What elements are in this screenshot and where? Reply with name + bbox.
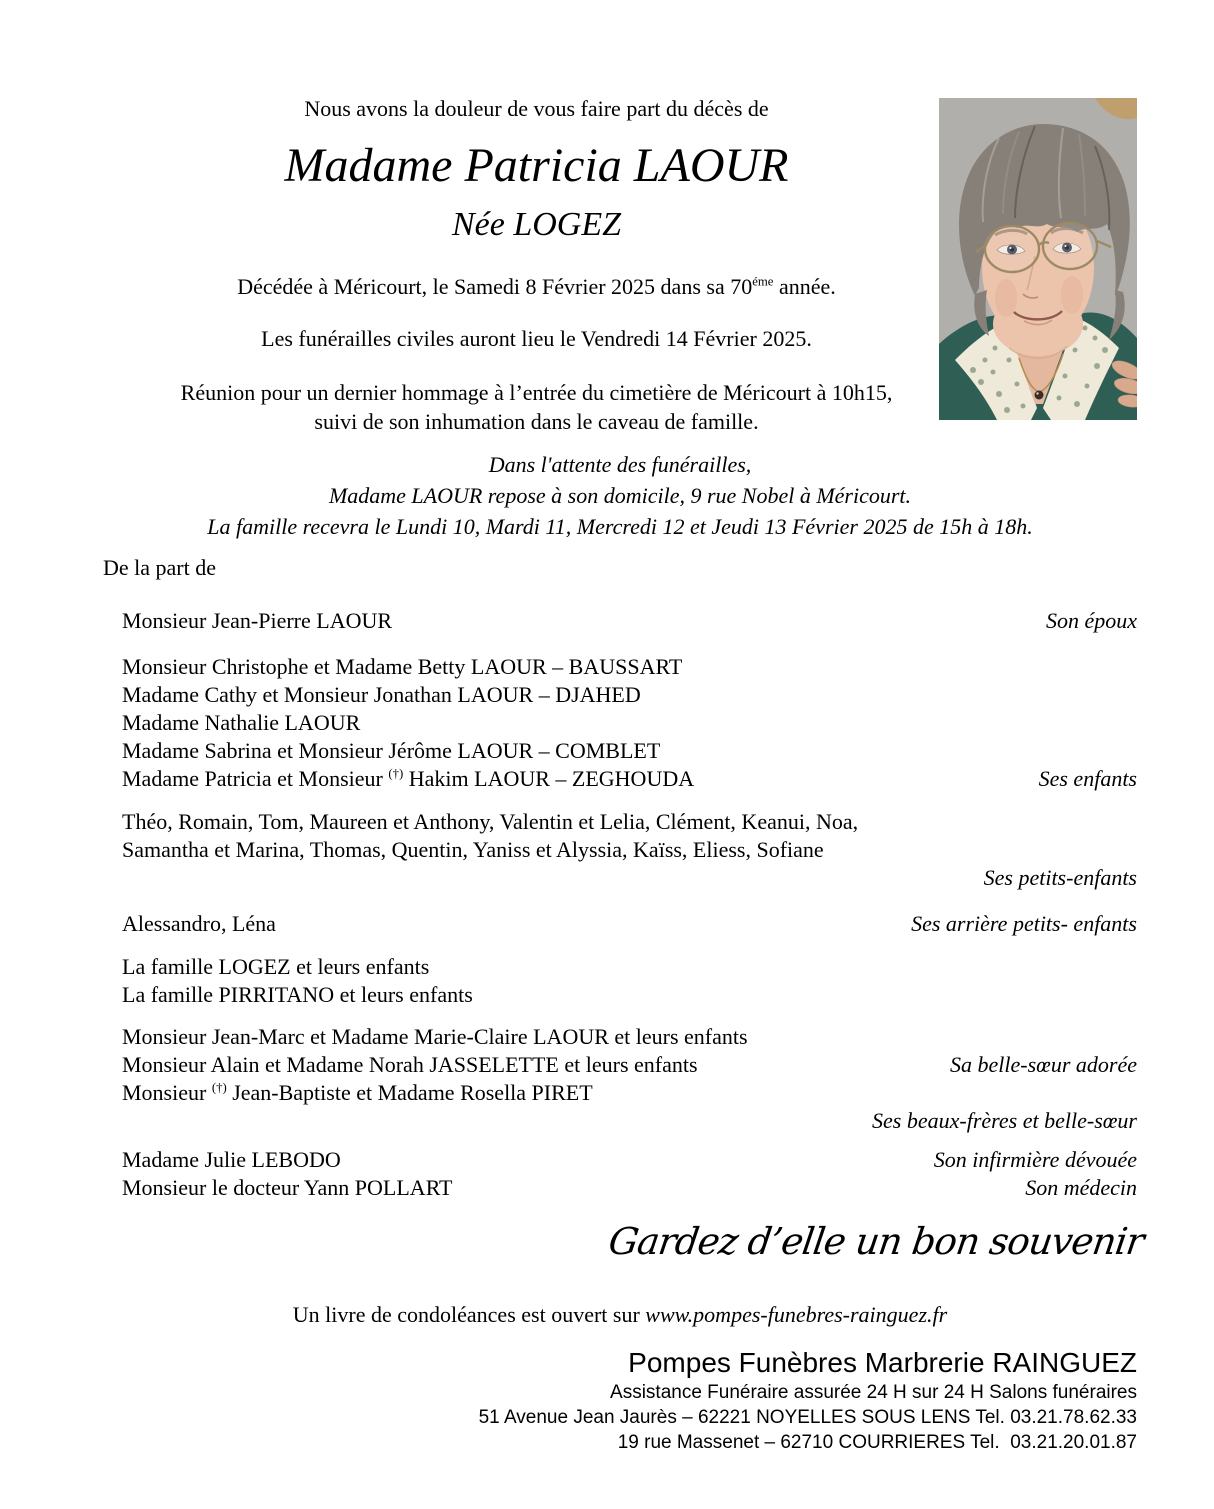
family-group-in-laws	[122, 1023, 1137, 1135]
deceased-dagger-mark: (†)	[211, 1080, 227, 1095]
family-member: Monsieur Alain et Madame Norah JASSELETTE et leurs enfants	[122, 1052, 698, 1077]
death-line	[103, 274, 970, 300]
family-row	[122, 709, 1137, 737]
family-row	[122, 1107, 1137, 1135]
relation-label: Ses enfants	[1038, 766, 1137, 791]
family-member: Madame Patricia et Monsieur (†) Hakim LAOUR – ZEGHOUDA	[122, 766, 695, 791]
family-member: Monsieur Jean-Marc et Madame Marie-Claire LAOUR et leurs enfants	[122, 1024, 748, 1049]
family-row	[122, 607, 1137, 635]
relation-label: Ses beaux-frères et belle-sœur	[872, 1108, 1137, 1133]
family-member: Samantha et Marina, Thomas, Quentin, Yaniss et Alyssia, Kaïss, Eliess, Sofiane	[122, 837, 824, 862]
family-row	[122, 864, 1137, 892]
family-group-great-grandchildren	[122, 910, 1137, 938]
condolence-book-url: www.pompes-funebres-rainguez.fr	[645, 1302, 948, 1327]
family-member: Monsieur Christophe et Madame Betty LAOUR – BAUSSART	[122, 654, 683, 679]
condolence-line	[103, 1302, 1137, 1328]
family-member: La famille LOGEZ et leurs enfants	[122, 954, 430, 979]
family-row	[122, 1146, 1137, 1174]
family-member: Madame Cathy et Monsieur Jonathan LAOUR – DJAHED	[122, 682, 641, 707]
wake-line-1: Dans l'attente des funérailles,	[488, 452, 752, 477]
family-group-caregivers	[122, 1146, 1137, 1202]
family-member: Théo, Romain, Tom, Maureen et Anthony, Valentin et Lelia, Clément, Keanui, Noa,	[122, 809, 859, 834]
from-label: De la part de	[103, 555, 216, 580]
relation-label: Ses petits-enfants	[983, 865, 1137, 890]
family-row	[122, 1174, 1137, 1202]
relation-label: Son médecin	[1025, 1175, 1137, 1200]
funeral-home-service-line: Assistance Funéraire assurée 24 H sur 24 H Salons funéraires	[610, 1382, 1137, 1403]
family-member: Madame Sabrina et Monsieur Jérôme LAOUR – COMBLET	[122, 738, 661, 763]
relation-label: Sa belle-sœur adorée	[950, 1052, 1137, 1077]
farewell-script-line: Gardez d’elle un bon souvenir	[605, 1220, 1147, 1263]
funeral-home-address-1: 51 Avenue Jean Jaurès – 62221 NOYELLES SOUS LENS Tel. 03.21.78.62.33	[478, 1407, 1137, 1428]
funeral-home-footer	[479, 1346, 1137, 1455]
intro-line: Nous avons la douleur de vous faire part du décès de	[304, 96, 769, 121]
family-row	[122, 1079, 1137, 1107]
death-line-text: Décédée à Méricourt, le Samedi 8 Février 2025 dans sa 70	[237, 274, 753, 299]
relation-label: Ses arrière petits- enfants	[911, 911, 1137, 936]
family-row	[122, 653, 1137, 681]
family-row	[122, 737, 1137, 765]
wake-line-2: Madame LAOUR repose à son domicile, 9 rue Nobel à Méricourt.	[328, 483, 912, 508]
funeral-home-address-2: 19 rue Massenet – 62710 COURRIERES Tel. 03.21.20.01.87	[617, 1432, 1137, 1453]
family-group-families	[122, 953, 1137, 1009]
homage-line-1: Réunion pour un dernier hommage à l’entrée du cimetière de Méricourt à 10h15,	[180, 380, 893, 405]
family-member: Monsieur Jean-Pierre LAOUR	[122, 608, 393, 633]
maiden-name: Née LOGEZ	[451, 206, 622, 243]
family-member: Alessandro, Léna	[122, 911, 276, 936]
wake-section	[103, 449, 1137, 542]
family-row	[122, 681, 1137, 709]
death-line-end: année.	[773, 274, 836, 299]
family-group-grandchildren	[122, 808, 1137, 892]
wake-line-3: La famille recevra le Lundi 10, Mardi 11, Mercredi 12 et Jeudi 13 Février 2025 de 15h à 18h.	[207, 514, 1033, 539]
condolence-text: Un livre de condoléances est ouvert sur	[292, 1302, 646, 1327]
family-member: La famille PIRRITANO et leurs enfants	[122, 982, 473, 1007]
family-row	[122, 836, 1137, 864]
family-member: Madame Nathalie LAOUR	[122, 710, 361, 735]
homage-block	[103, 378, 970, 436]
family-row	[122, 765, 1137, 793]
relation-label: Son infirmière dévouée	[933, 1147, 1137, 1172]
family-row	[122, 953, 1137, 981]
family-row	[122, 910, 1137, 938]
death-line-superscript: éme	[752, 274, 774, 289]
family-member: Monsieur (†) Jean-Baptiste et Madame Rosella PIRET	[122, 1080, 593, 1105]
portrait-photo-drawing	[939, 98, 1137, 420]
portrait-photo	[939, 98, 1137, 420]
homage-line-2: suivi de son inhumation dans le caveau de famille.	[314, 409, 759, 434]
family-group-spouse	[122, 607, 1137, 635]
family-member: Madame Julie LEBODO	[122, 1147, 341, 1172]
relation-label: Son époux	[1045, 608, 1137, 633]
deceased-dagger-mark: (†)	[388, 766, 404, 781]
family-row	[122, 808, 1137, 836]
family-member: Monsieur le docteur Yann POLLART	[122, 1175, 453, 1200]
funeral-date-line: Les funérailles civiles auront lieu le Vendredi 14 Février 2025.	[261, 326, 812, 351]
family-row	[122, 1023, 1137, 1051]
funeral-home-name: Pompes Funèbres Marbrerie RAINGUEZ	[628, 1347, 1137, 1378]
family-row	[122, 1051, 1137, 1079]
deceased-name: Madame Patricia LAOUR	[284, 139, 789, 192]
family-row	[122, 981, 1137, 1009]
family-group-children	[122, 653, 1137, 793]
